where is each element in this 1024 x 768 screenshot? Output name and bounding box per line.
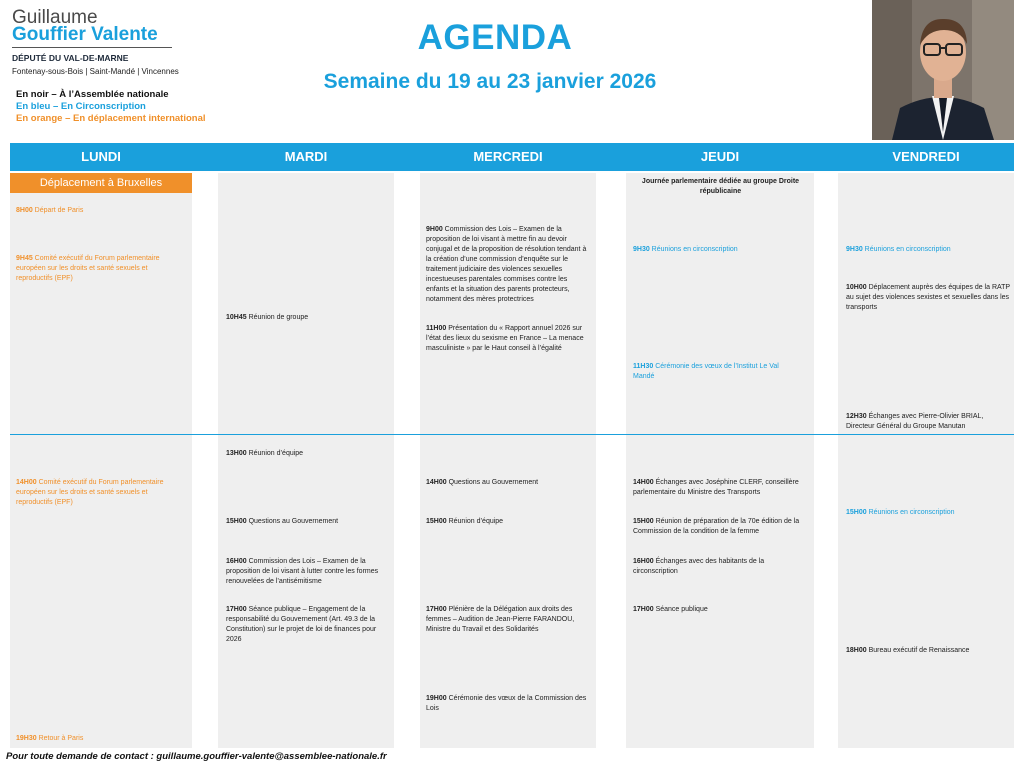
deputy-last-name: Gouffier Valente — [12, 24, 158, 45]
event-item: 8H00 Départ de Paris — [16, 207, 84, 214]
event-item: 9H30 Réunions en circonscription — [846, 246, 951, 253]
event-item: 11H00 Présentation du « Rapport annuel 2026 sur l’état des lieux du sexisme en France – La menace masculiniste » par le Haut conseil à l’égalité — [426, 325, 584, 352]
column-vendredi — [838, 173, 1014, 748]
deputy-portrait — [872, 0, 1014, 140]
event-item: 9H45 Comité exécutif du Forum parlementaire européen sur les droits et santé sexuels et reproductifs (EPF) — [16, 255, 160, 282]
event-item: 9H30 Réunions en circonscription — [633, 246, 738, 253]
event-item: 10H45 Réunion de groupe — [226, 314, 309, 321]
event-item: 17H00 Séance publique — [633, 606, 708, 613]
event-item: 17H00 Plénière de la Délégation aux droits des femmes – Audition de Jean-Pierre FARANDOU, Ministre du Travail et des Solidarités — [426, 606, 575, 633]
event-item: 14H00 Comité exécutif du Forum parlementaire européen sur les droits et santé sexuels et reproductifs (EPF) — [16, 479, 164, 506]
jeudi-special-day: Journée parlementaire dédiée au groupe Droite républicaine — [641, 178, 800, 195]
day-header-vendredi: VENDREDI — [892, 149, 960, 164]
day-header-lundi: LUNDI — [81, 149, 121, 164]
day-header-jeudi: JEUDI — [700, 149, 740, 164]
day-header-mardi: MARDI — [284, 149, 328, 164]
event-item: 12H30 Échanges avec Pierre-Olivier BRIAL, Directeur Général du Groupe Manutan — [846, 413, 984, 430]
event-item: 19H30 Retour à Paris — [16, 735, 84, 742]
column-mardi — [218, 173, 394, 748]
name-divider — [12, 47, 172, 48]
event-item: 15H00 Réunion d’équipe — [426, 518, 504, 525]
day-header-mercredi: MERCREDI — [473, 149, 543, 164]
legend-blue: En bleu – En Circonscription — [16, 101, 146, 112]
event-item: 18H00 Bureau exécutif de Renaissance — [846, 647, 970, 654]
event-item: 19H00 Cérémonie des vœux de la Commission des Lois — [426, 695, 587, 712]
brussels-trip-banner: Déplacement à Bruxelles — [10, 173, 192, 193]
agenda-title: AGENDA — [417, 18, 573, 57]
event-item: 13H00 Réunion d’équipe — [226, 450, 304, 457]
contact-footer: Pour toute demande de contact : guillaume.gouffier-valente@assemblee-nationale.fr — [6, 751, 387, 762]
event-item: 16H00 Commission des Lois – Examen de la proposition de loi visant à lutter contre les formes renouvelées de l’antisémitisme — [226, 558, 379, 585]
event-item: 16H00 Échanges avec des habitants de la circonscription — [633, 558, 765, 575]
event-item: 14H00 Questions au Gouvernement — [426, 479, 539, 486]
legend-orange: En orange – En déplacement international — [16, 113, 206, 124]
legend-black: En noir – À l’Assemblée nationale — [16, 89, 169, 100]
event-item: 17H00 Séance publique – Engagement de la responsabilité du Gouvernement (Art. 49.3 de la Constitution) sur le projet de loi de finances pour 2026 — [226, 606, 377, 643]
event-item: 10H00 Déplacement auprès des équipes de la RATP au sujet des violences sexistes et sexuelles dans les transports — [846, 284, 1010, 311]
event-item: 9H00 Commission des Lois – Examen de la proposition de loi visant à mettre fin au devoir conjugal et de la proposition de résolution tendant à la création d’une commission d’enquête sur le traitement judiciaire des violences sexuelles incestueuses parentales commises contre les enfants et la situation des parents protecteurs, notamment des mères protectrices — [426, 226, 587, 303]
midday-divider — [10, 434, 1014, 435]
event-item: 14H00 Échanges avec Joséphine CLERF, conseillère parlementaire du Ministre des Transports — [633, 479, 799, 496]
deputy-role: DÉPUTÉ DU VAL-DE-MARNE — [12, 53, 129, 63]
event-item: 15H00 Questions au Gouvernement — [226, 518, 339, 525]
deputy-first-name: Guillaume — [12, 7, 98, 28]
agenda-week: Semaine du 19 au 23 janvier 2026 — [323, 70, 657, 93]
event-item: 15H00 Réunion de préparation de la 70e édition de la Commission de la condition de la femme — [633, 518, 800, 535]
event-item: 15H00 Réunions en circonscription — [846, 509, 955, 516]
constituency-towns: Fontenay-sous-Bois | Saint-Mandé | Vincennes — [12, 67, 179, 76]
event-item: 11H30 Cérémonie des vœux de l’Institut Le Val Mandé — [633, 363, 779, 380]
column-jeudi — [626, 173, 814, 748]
